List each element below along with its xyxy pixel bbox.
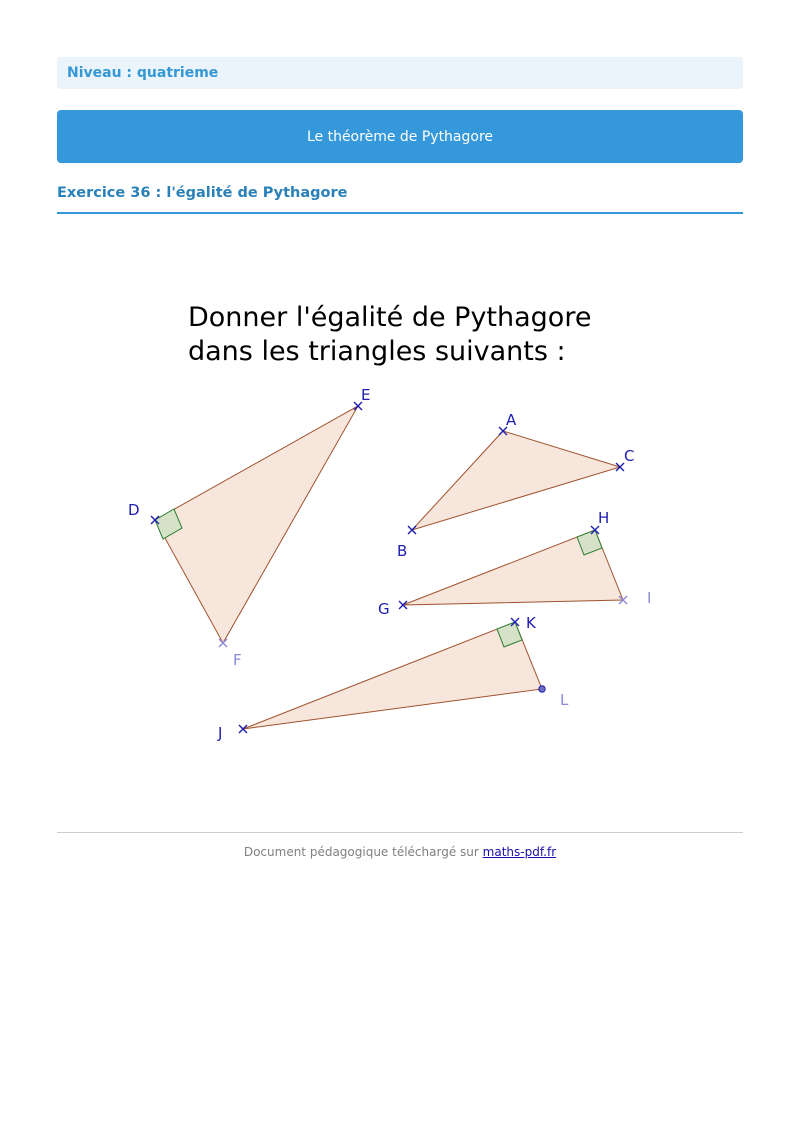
title-banner xyxy=(57,110,743,163)
footer-link[interactable]: maths-pdf.fr xyxy=(482,845,557,859)
label-k: K xyxy=(526,614,536,632)
level-label: Niveau : quatrieme xyxy=(67,65,219,81)
instruction-line-2: dans les triangles suivants : xyxy=(188,336,566,367)
footer xyxy=(57,845,743,859)
triangle-def xyxy=(155,406,358,643)
page-title: Le théorème de Pythagore xyxy=(306,128,494,145)
label-f: F xyxy=(233,651,242,669)
label-h: H xyxy=(598,509,610,527)
label-i: I xyxy=(647,589,652,607)
label-d: D xyxy=(128,501,140,519)
label-e: E xyxy=(361,386,371,404)
geometry-figure xyxy=(100,280,700,760)
point-l-marker xyxy=(539,686,545,692)
label-b: B xyxy=(397,542,408,560)
instruction-line-1: Donner l'égalité de Pythagore xyxy=(188,302,592,333)
label-a: A xyxy=(506,411,517,429)
triangle-jkl xyxy=(243,622,542,729)
exercise-title xyxy=(57,185,743,214)
level-box xyxy=(57,57,743,89)
label-c: C xyxy=(624,447,635,465)
triangle-abc xyxy=(412,431,620,530)
label-j: J xyxy=(218,724,223,742)
point-b-marker xyxy=(408,526,416,534)
footer-text: Document pédagogique téléchargé sur xyxy=(243,845,479,859)
label-l: L xyxy=(560,691,569,709)
footer-divider xyxy=(57,832,743,833)
exercise-title-text: Exercice 36 : l'égalité de Pythagore xyxy=(57,185,348,201)
label-g: G xyxy=(378,600,390,618)
